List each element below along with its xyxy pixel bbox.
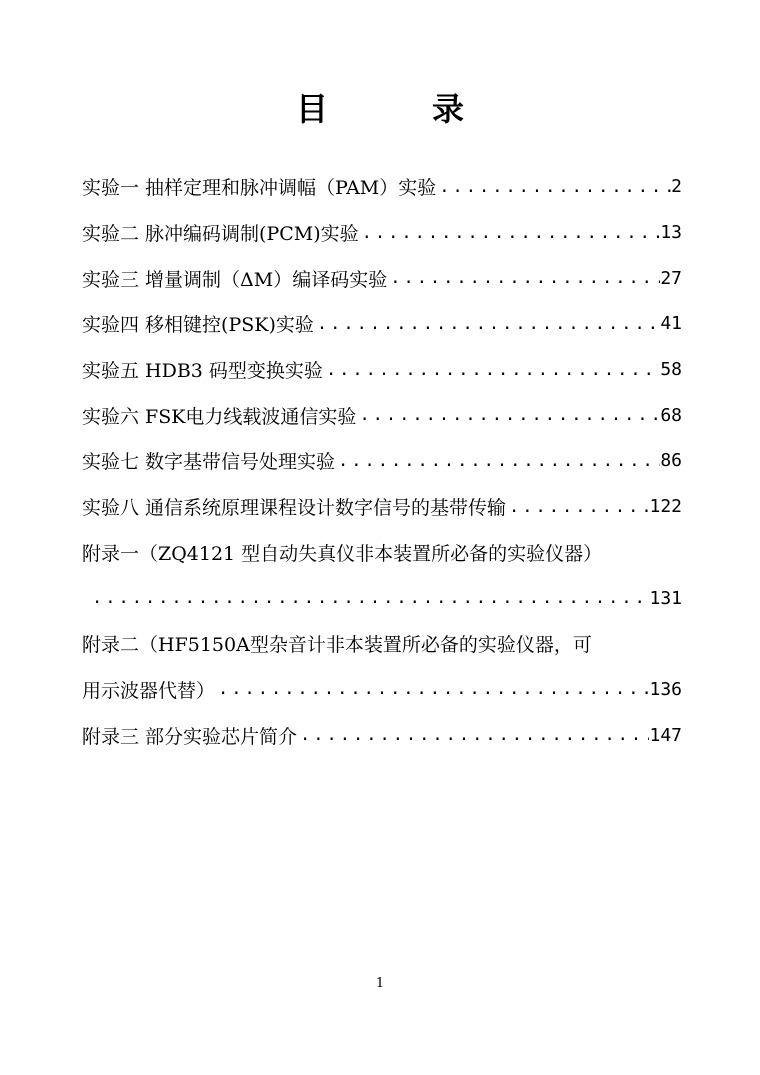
toc-leader-dots: [436, 177, 671, 197]
toc-leader-dots: [297, 725, 649, 745]
toc-entry-label: 实验三 增量调制（ΔM）编译码实验: [82, 268, 388, 291]
toc-entry-label: 附录一（ZQ4121 型自动失真仪非本装置所必备的实验仪器）: [82, 542, 603, 565]
toc-entry-page: 136: [649, 678, 682, 700]
toc-entry-label: 用示波器代替）: [82, 679, 216, 702]
toc-title-char-2: 录: [432, 90, 465, 128]
toc-entry[interactable]: [82, 164, 682, 210]
toc-entry[interactable]: [82, 301, 682, 347]
toc-entry-page: 122: [649, 496, 682, 518]
toc-leader-dots: [82, 588, 649, 608]
toc-leader-dots: [506, 497, 649, 517]
toc-entry[interactable]: [82, 438, 682, 484]
toc-entry-label: 实验二 脉冲编码调制(PCM)实验: [82, 223, 359, 246]
toc-leader-dots: [335, 451, 660, 471]
toc-title-char-1: 目: [295, 90, 328, 128]
toc-entry-page: 27: [660, 267, 682, 289]
toc-entry[interactable]: [82, 210, 682, 256]
toc-entry-continuation[interactable]: [82, 667, 682, 713]
toc-entry-page: 86: [660, 450, 682, 472]
toc-leader-dots: [359, 223, 661, 243]
toc-entry[interactable]: [82, 712, 682, 758]
toc-entry-page: 2: [671, 176, 682, 198]
toc-leader-dots: [215, 679, 649, 699]
toc-entry[interactable]: [82, 530, 682, 576]
toc-entry[interactable]: [82, 484, 682, 530]
toc-entry-page: 147: [649, 724, 682, 746]
table-of-contents: [82, 164, 682, 758]
toc-leader-dots: [323, 360, 660, 380]
toc-entry-page: 41: [660, 313, 682, 335]
toc-entry[interactable]: [82, 621, 682, 667]
toc-entry[interactable]: [82, 255, 682, 301]
toc-entry[interactable]: [82, 347, 682, 393]
toc-entry-label: 实验八 通信系统原理课程设计数字信号的基带传输: [82, 497, 507, 520]
toc-entry-page: 13: [660, 222, 682, 244]
toc-leader-dots: [387, 268, 660, 288]
toc-entry-label: 实验五 HDB3 码型变换实验: [82, 360, 323, 383]
toc-entry-page: 58: [660, 359, 682, 381]
toc-entry-page: 68: [660, 404, 682, 426]
toc-entry[interactable]: [82, 392, 682, 438]
toc-entry-label: 实验四 移相键控(PSK)实验: [82, 314, 314, 337]
toc-entry-label: 附录二（HF5150A型杂音计非本装置所必备的实验仪器，可: [82, 634, 592, 657]
toc-leader-dots: [314, 314, 660, 334]
toc-entry-label: 附录三 部分实验芯片简介: [82, 725, 298, 748]
page-number: 1: [375, 976, 385, 991]
toc-entry-label: 实验七 数字基带信号处理实验: [82, 451, 336, 474]
toc-entry-page: 131: [649, 587, 682, 609]
toc-entry-continuation[interactable]: [82, 575, 682, 621]
toc-leader-dots: [356, 405, 660, 425]
toc-entry-label: 实验一 抽样定理和脉冲调幅（PAM）实验: [82, 177, 437, 200]
toc-entry-label: 实验六 FSK电力线载波通信实验: [82, 405, 357, 428]
toc-title: [0, 82, 760, 132]
